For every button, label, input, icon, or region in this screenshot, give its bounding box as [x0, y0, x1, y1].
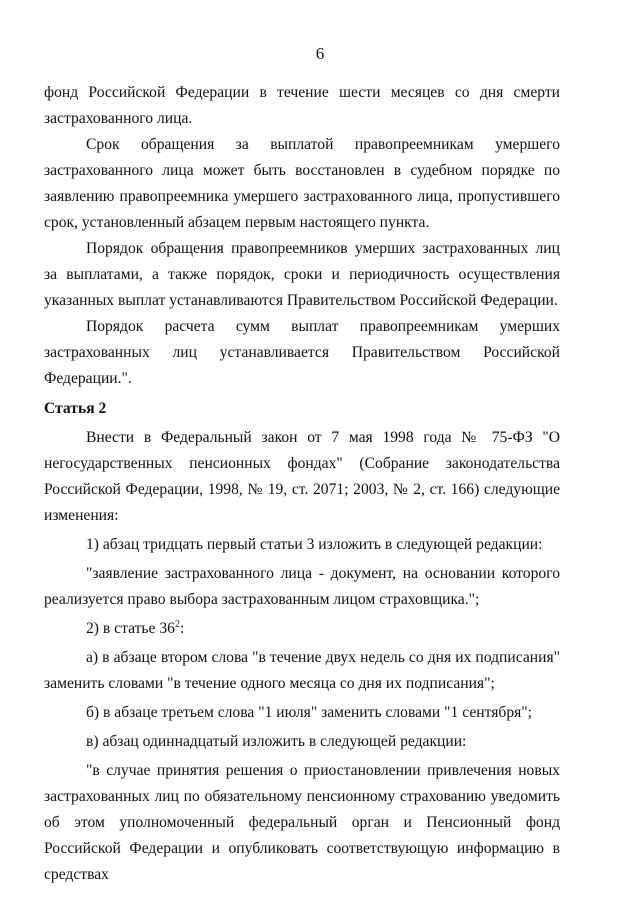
article-heading: Статья 2: [44, 400, 107, 417]
amendment-item-2c: в) абзац одиннадцатый изложить в следующей редакции:: [86, 733, 467, 750]
amendment-item-2c-quote: "в случае принятия решения о приостановлении привлечения новых застрахованных лиц по обязательному пенсионному страхованию уведомить об этом уполномоченный федеральный орган и Пенсионный фонд Российской Федерации и опубликовать соответствующую информацию в средствах: [44, 762, 560, 883]
document-body: [44, 80, 560, 888]
paragraph-payment-procedure: Порядок обращения правопреемников умерших застрахованных лиц за выплатами, а также порядок, сроки и периодичность осуществления указанных выплат устанавливаются Правительством Российской Федерации.: [44, 240, 560, 309]
amendment-item-1-quote: "заявление застрахованного лица - документ, на основании которого реализуется право выбора застрахованным лицом страховщика.";: [44, 565, 560, 608]
paragraph-continuation: фонд Российской Федерации в течение шести месяцев со дня смерти застрахованного лица.: [44, 84, 560, 127]
amendment-item-1: 1) абзац тридцать первый статьи 3 изложить в следующей редакции:: [86, 536, 543, 553]
paragraph-deadline-restoration: Срок обращения за выплатой правопреемникам умершего застрахованного лица может быть восстановлен в судебном порядке по заявлению правопреемника умершего застрахованного лица, пропустившего срок, установленный абзацем первым настоящего пункта.: [44, 136, 560, 231]
amendment-item-2b: б) в абзаце третьем слова "1 июля" заменить словами "1 сентября";: [86, 704, 532, 721]
amendment-item-2-text: 2) в статье 36: [86, 620, 175, 637]
amendment-item-2-colon: :: [179, 620, 185, 637]
article-intro: Внести в Федеральный закон от 7 мая 1998 года № 75-ФЗ "О негосударственных пенсионных фондах" (Собрание законодательства Российской Федерации, 1998, № 19, ст. 2071; 2003, № 2, ст. 166) следующие изменения:: [44, 429, 560, 524]
article-number-superscript: 2: [174, 618, 180, 630]
paragraph-calculation-procedure: Порядок расчета сумм выплат правопреемникам умерших застрахованных лиц устанавливается Правительством Российской Федерации.".: [44, 318, 560, 387]
amendment-item-2a: а) в абзаце втором слова "в течение двух недель со дня их подписания" заменить словами "в течение одного месяца со дня их подписания";: [44, 649, 560, 692]
page-number: 6: [315, 44, 325, 63]
amendment-item-2: [44, 616, 560, 642]
